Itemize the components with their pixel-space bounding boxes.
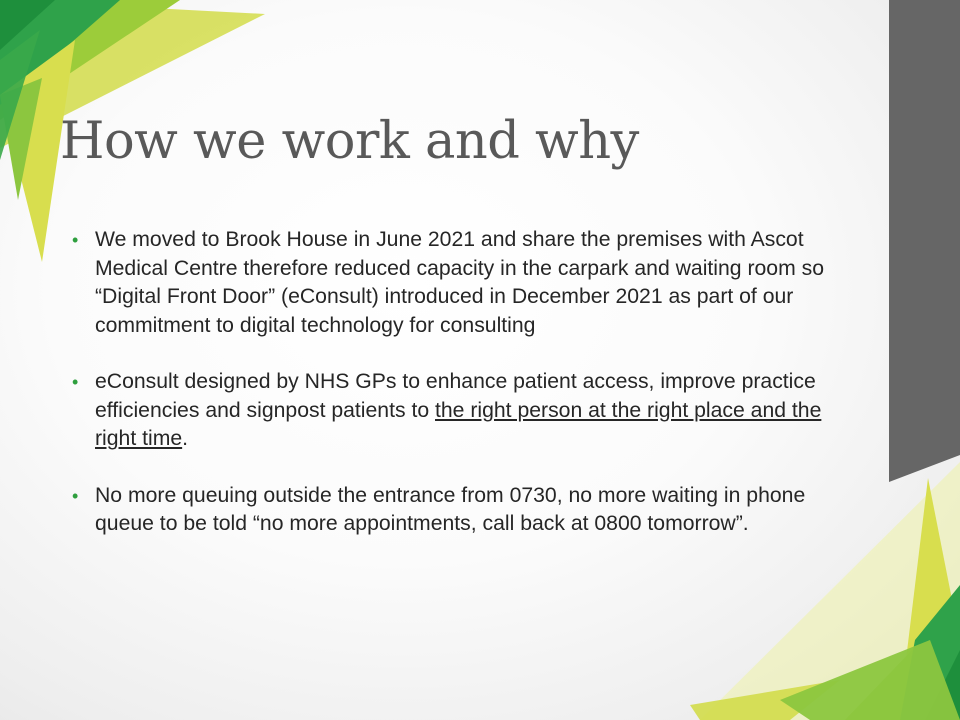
bullet-dot-icon: • (72, 372, 79, 392)
bullet-item (72, 482, 852, 539)
bullet-dot-icon: • (72, 230, 79, 250)
bullet-dot-icon: • (72, 485, 79, 506)
slide-title: How we work and why (60, 112, 639, 171)
bullet-text-end: . (182, 427, 189, 450)
bullet-text: No more queuing outside the entrance from 0730, no more waiting in phone queue to be told “no more appointments, call back at 0800 tomorrow”. (95, 483, 806, 535)
bullet-underlined-text: the right person at the right place and the right time (95, 398, 822, 450)
bullet-text: We moved to Brook House in June 2021 and share the premises with Ascot Medical Centre therefore reduced capacity in the carpark and waiting room so “Digital Front Door” (eConsult) introduced in December 2021 as part of our commitment to digital technology for consulting (95, 228, 824, 337)
bullet-item (72, 226, 852, 340)
bullet-list (72, 226, 852, 539)
bullet-item (72, 368, 852, 454)
right-gray-bar (889, 0, 960, 482)
bullet-text: eConsult designed by NHS GPs to enhance patient access, improve practice efficiencies and signpost patients to (95, 370, 816, 422)
